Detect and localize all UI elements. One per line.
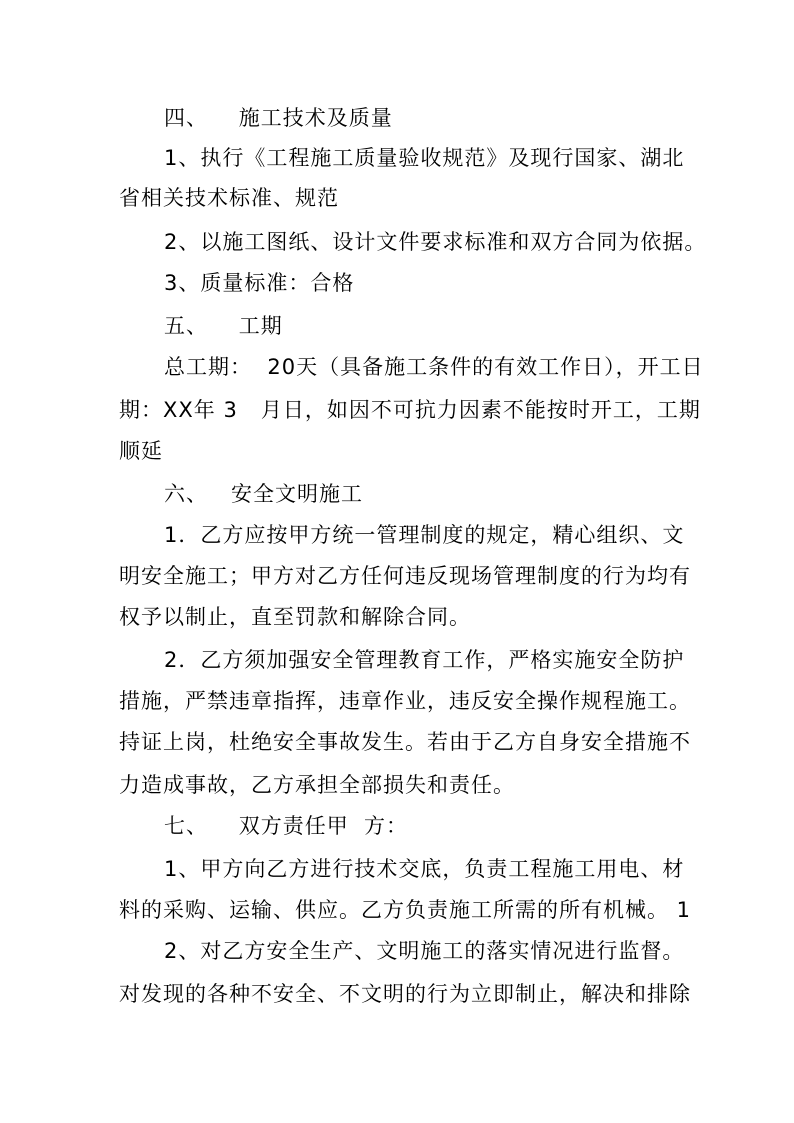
paragraph-line: 措施，严禁违章指挥，违章作业，违反安全操作规程施工。 (119, 689, 691, 713)
paragraph-line: 对发现的各种不安全、不文明的行为立即制止，解决和排除 (119, 982, 691, 1006)
section-heading-5: 五、 工期 (164, 314, 283, 338)
paragraph-line: 2、以施工图纸、设计文件要求标准和双方合同为依据。 (164, 230, 707, 254)
paragraph-line: 明安全施工；甲方对乙方任何违反现场管理制度的行为均有 (119, 564, 691, 588)
section-heading-4: 四、 施工技术及质量 (164, 106, 393, 130)
paragraph-line: 3、质量标准：合格 (164, 271, 355, 295)
paragraph-line: 省相关技术标准、规范 (119, 186, 339, 210)
section-heading-6: 六、 安全文明施工 (164, 482, 364, 506)
paragraph-line: 权予以制止，直至罚款和解除合同。 (119, 605, 471, 629)
paragraph-line: 2、对乙方安全生产、文明施工的落实情况进行监督。 (164, 939, 685, 963)
paragraph-line: 1、甲方向乙方进行技术交底，负责工程施工用电、材 (164, 857, 685, 881)
paragraph-line: 力造成事故，乙方承担全部损失和责任。 (119, 773, 515, 797)
paragraph-line: 2．乙方须加强安全管理教育工作，严格实施安全防护 (164, 648, 685, 672)
paragraph-line: 期：XX年 3 月日，如因不可抗力因素不能按时开工，工期 (119, 398, 701, 422)
paragraph-line: 顺延 (119, 439, 163, 463)
paragraph-line: 1．乙方应按甲方统一管理制度的规定，精心组织、文 (164, 523, 685, 547)
paragraph-line: 总工期： 20天（具备施工条件的有效工作日），开工日 (164, 355, 704, 379)
paragraph-line: 持证上岗，杜绝安全事故发生。若由于乙方自身安全措施不 (119, 730, 691, 754)
paragraph-line: 料的采购、运输、供应。乙方负责施工所需的所有机械。 1 (119, 898, 692, 922)
paragraph-line: 1、执行《工程施工质量验收规范》及现行国家、湖北 (164, 146, 685, 170)
section-heading-7: 七、 双方责任甲 方： (164, 814, 409, 838)
